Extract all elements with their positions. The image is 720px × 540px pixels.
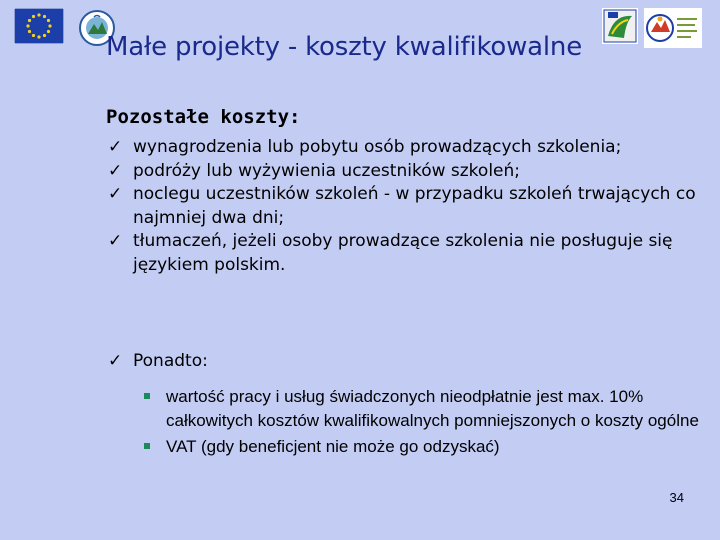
list-item [108, 136, 708, 160]
list-item-text: noclegu uczestników szkoleń - w przypadku szkoleń trwających co najmniej dwa dni; [133, 184, 696, 228]
list-item [108, 183, 708, 230]
cost-list [108, 136, 708, 277]
checkmark-icon: ✓ [108, 160, 123, 181]
sub-list-item-text: VAT (gdy beneficjent nie może go odzyskać) [166, 437, 500, 456]
list-item [108, 160, 708, 184]
checkmark-icon: ✓ [108, 231, 123, 251]
sub-list-item [142, 435, 702, 459]
list-item [108, 230, 708, 277]
lag-logo-icon [644, 8, 702, 48]
list-item-text: wynagrodzenia lub pobytu osób prowadzących szkolenia; [133, 137, 622, 157]
sub-list [142, 385, 702, 462]
square-bullet-icon [144, 443, 150, 449]
ponadto-item [108, 350, 208, 373]
list-item-text: podróży lub wyżywienia uczestników szkoleń; [133, 160, 521, 181]
ponadto-label: Ponadto: [133, 351, 208, 371]
section-heading: Pozostałe koszty: [106, 106, 301, 128]
checkmark-icon: ✓ [108, 351, 123, 371]
square-bullet-icon [144, 393, 150, 399]
sub-list-item [142, 385, 702, 432]
checkmark-icon: ✓ [108, 137, 123, 157]
checkmark-icon: ✓ [108, 184, 123, 204]
leader-logo-icon [602, 8, 638, 44]
slide-title: Małe projekty - koszty kwalifikowalne [106, 32, 582, 62]
page-number: 34 [669, 490, 684, 505]
sub-list-item-text: wartość pracy i usług świadczonych nieodpłatnie jest max. 10% całkowitych kosztów kwalifikowalnych pomniejszonych o koszty ogólne [166, 387, 699, 430]
list-item-text: tłumaczeń, jeżeli osoby prowadzące szkolenia nie posługuje się językiem polskim. [133, 231, 673, 275]
eu-flag-icon [14, 8, 64, 44]
